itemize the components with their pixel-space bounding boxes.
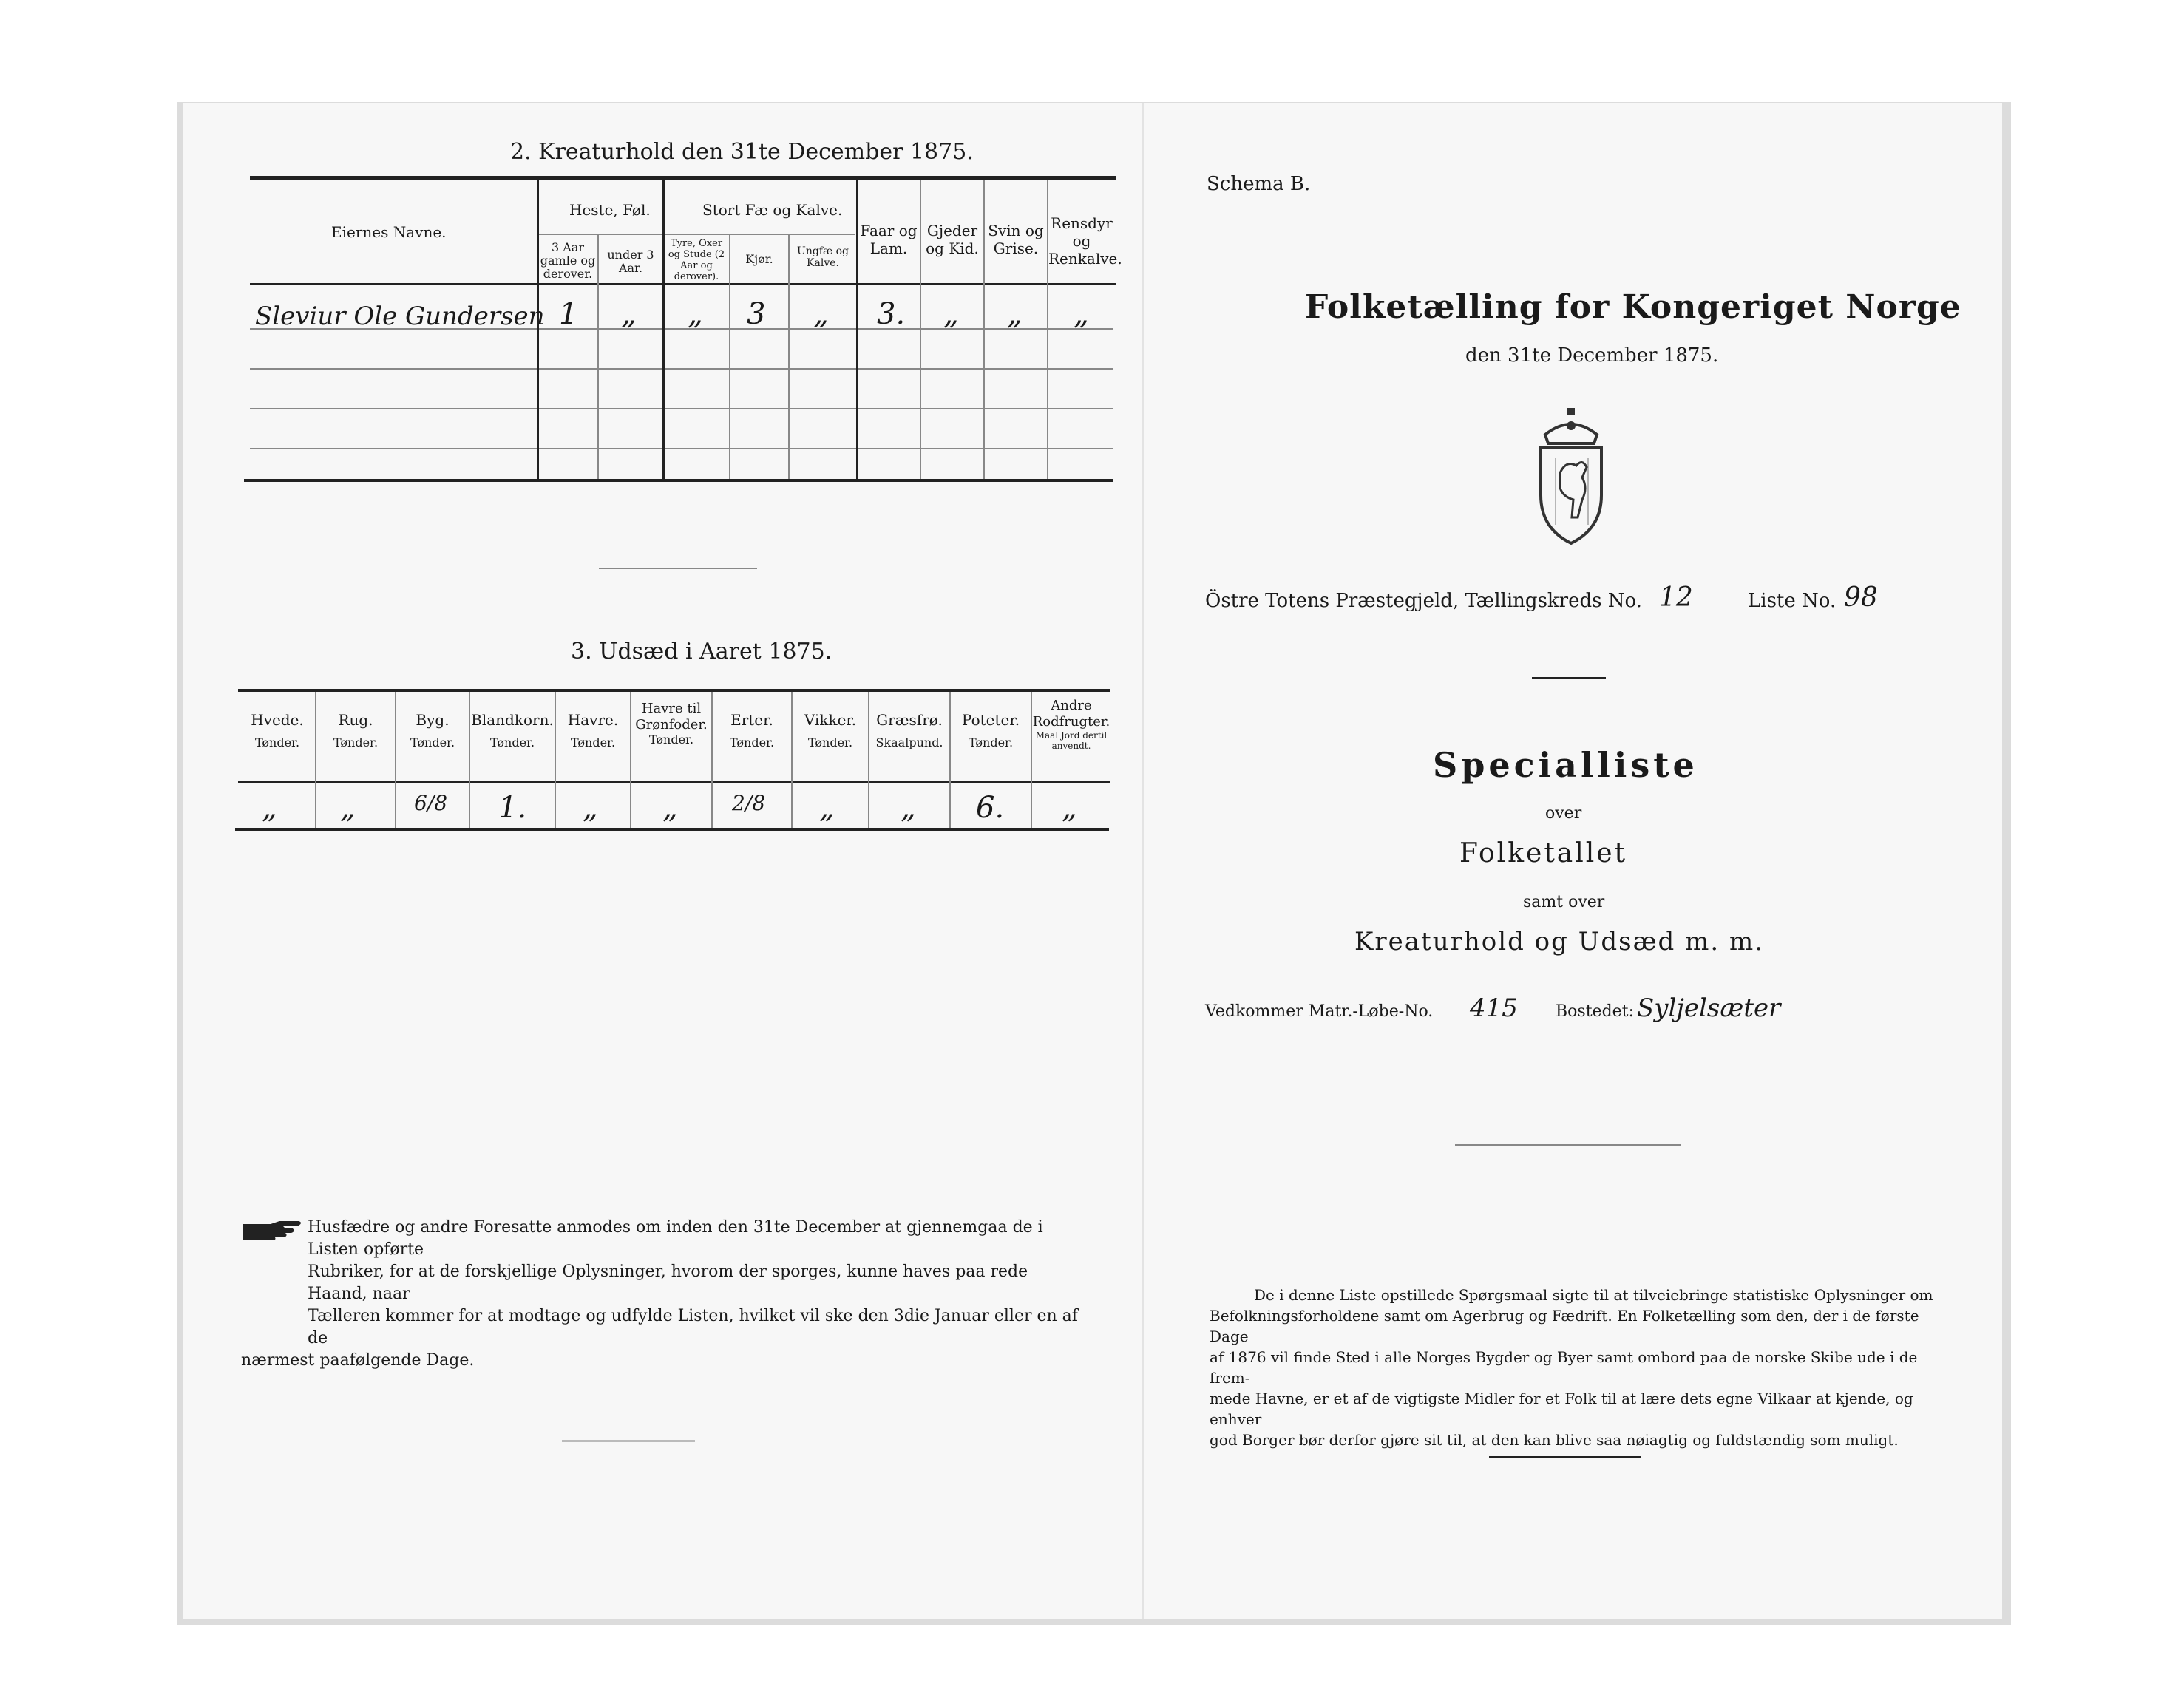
district-print: Östre Totens Præstegjeld, Tællingskreds No. [1205,590,1642,612]
horses-header: Heste, Føl. [569,201,651,219]
row1-horses-under3: „ [621,297,637,331]
header-havre-gronfoder [631,701,711,747]
value-havre: „ [583,791,598,825]
value-hvede: „ [262,791,277,825]
form-date: den 31te December 1875. [1465,344,1719,367]
row1-reindeer: „ [1074,297,1089,331]
col-rule [597,234,599,479]
header-label: Rug. [338,711,373,729]
value-graesfro: „ [901,791,916,825]
header-label: Blandkorn. [471,711,554,729]
col-rule [920,180,921,479]
header-unit: Maal Jord dertil anvendt. [1035,730,1108,751]
value-havre-gronfoder: „ [662,791,678,825]
header-label: Poteter. [961,711,1020,729]
section3-title: 3. Udsæd i Aaret 1875. [571,639,832,664]
schema-label: Schema B. [1207,173,1311,195]
samt-over-label: samt over [1523,893,1605,911]
owner-col-header: Eiernes Navne. [331,223,447,241]
over-label: over [1545,804,1582,823]
col-rule [983,180,985,479]
list-number: 98 [1844,582,1878,613]
special-title: Specialliste [1433,745,1698,785]
cattle-sub2-header: Kjør. [745,252,773,266]
bostedet-value: Syljelsæter [1637,993,1781,1023]
separator-line [599,568,757,569]
footer-text [1210,1285,1949,1450]
col-rule [788,234,790,479]
subheader-line [537,234,855,235]
footer-line: god Borger bør derfor gjøre sit til, at den kan blive saa nøiagtig og fuldstændig som muligt. [1210,1431,1899,1449]
pigs-header: Svin og Grise. [988,222,1044,257]
form-title: Folketælling for Kongeriget Norge [1305,288,1961,326]
header-unit: Tønder. [648,732,694,747]
col-rule [662,180,665,479]
row1-horses-3y: 1 [559,297,578,331]
header-rug [316,711,395,749]
header-blandkorn [470,711,555,749]
pointing-hand-icon [241,1220,303,1242]
notice-line: nærmest paafølgende Dage. [241,1351,475,1370]
header-label: Andre Rodfrugter. [1032,698,1110,730]
header-graesfro [869,711,949,749]
owner-name: Sleviur Ole Gundersen [255,302,545,331]
header-label: Havre. [567,711,619,729]
notice-text [241,1217,1091,1372]
header-unit: Skaalpund. [875,735,943,749]
header-unit: Tønder. [968,735,1014,749]
header-unit: Tønder. [729,735,775,749]
header-hvede [240,711,315,749]
sowing-header-rule [238,781,1110,783]
header-unit: Tønder. [489,735,535,749]
footer-line: mede Havne, er et af de vigtigste Midler for et Folk til at lære dets egne Vilkaar at kjende, og enhver [1210,1390,1913,1428]
value-vikker: „ [819,791,835,825]
header-label: Hvede. [251,711,304,729]
coat-of-arms-icon [1530,407,1612,547]
cattle-sub1-header: Tyre, Oxer og Stude (2 Aar og derover). [668,238,725,282]
cattle-sub3-header: Ungfæ og Kalve. [797,245,849,269]
footer-line: Befolkningsforholdene samt om Agerbrug og Fædrift. En Folketælling som den, der i de første Dage [1210,1307,1919,1345]
page-fold [1142,103,1144,1619]
livestock-top-rule [250,176,1116,180]
row1-young-cattle: „ [813,297,829,331]
value-andre-rodfrugter: „ [1062,791,1077,825]
bostedet-label: Bostedet: [1556,1002,1634,1021]
row1-sheep: 3. [877,297,906,331]
header-havre [556,711,630,749]
col-rule [856,180,858,479]
list-label: Liste No. [1748,590,1837,612]
folketallet-label: Folketallet [1459,838,1628,869]
header-label: Havre til Grønfoder. [635,701,708,732]
header-label: Vikker. [804,711,857,729]
header-unit: Tønder. [570,735,616,749]
district-number: 12 [1659,582,1693,613]
row1-oxen: „ [688,297,703,331]
faint-mark [562,1440,695,1442]
short-rule [1532,677,1606,679]
livestock-header-rule [250,283,1116,285]
footer-line: af 1876 vil finde Sted i alle Norges Bygder og Byer samt ombord paa de norske Skibe ude i de frem- [1210,1348,1918,1387]
header-unit: Tønder. [333,735,379,749]
sowing-top-rule [238,689,1110,692]
header-erter [713,711,791,749]
header-label: Erter. [730,711,773,729]
header-label: Byg. [416,711,450,729]
header-vikker [793,711,868,749]
row1-goats: „ [943,297,959,331]
value-poteter: 6. [976,791,1005,825]
header-andre-rodfrugter [1032,698,1110,751]
header-poteter [951,711,1031,749]
header-unit: Tønder. [807,735,853,749]
goats-header: Gjeder og Kid. [926,222,979,257]
row1-cows: 3 [747,297,766,331]
notice-line: Husfædre og andre Foresatte anmodes om inden den 31te December at gjennemgaa de i Listen opførte [308,1218,1043,1259]
cattle-header: Stort Fæ og Kalve. [702,201,843,219]
reindeer-header: Rensdyr og Renkalve. [1048,214,1122,268]
horses-sub2-header: under 3 Aar. [607,248,654,275]
header-byg [396,711,469,749]
footer-line: De i denne Liste opstillede Spørgsmaal sigte til at tilveiebringe statistiske Oplysninger om [1254,1286,1933,1304]
value-blandkorn: 1. [498,791,527,825]
section2-title: 2. Kreaturhold den 31te December 1875. [510,139,974,165]
value-erter: 2/8 [732,791,766,815]
row1-pigs: „ [1007,297,1023,331]
horses-sub1-header: 3 Aar gamle og derover. [540,240,596,281]
sowing-bottom-rule [235,828,1109,831]
value-rug: „ [340,791,356,825]
notice-line: Rubriker, for at de forskjellige Oplysninger, hvorom der sporges, kunne haves paa rede Haand, naar [308,1262,1028,1303]
matr-label: Vedkommer Matr.-Løbe-No. [1205,1002,1434,1021]
matr-number: 415 [1470,993,1518,1023]
header-unit: Tønder. [254,735,300,749]
col-rule [729,234,730,479]
sheep-header: Faar og Lam. [860,222,918,257]
kreatur-label: Kreaturhold og Udsæd m. m. [1354,927,1765,956]
bottom-rule [1489,1456,1641,1458]
header-unit: Tønder. [410,735,455,749]
separator-line [1455,1144,1681,1146]
notice-line: Tælleren kommer for at modtage og udfylde Listen, hvilket vil ske den 3die Januar eller en af de [308,1307,1078,1347]
header-label: Græsfrø. [876,711,943,729]
value-byg: 6/8 [414,791,448,815]
livestock-bottom-rule [244,479,1113,482]
